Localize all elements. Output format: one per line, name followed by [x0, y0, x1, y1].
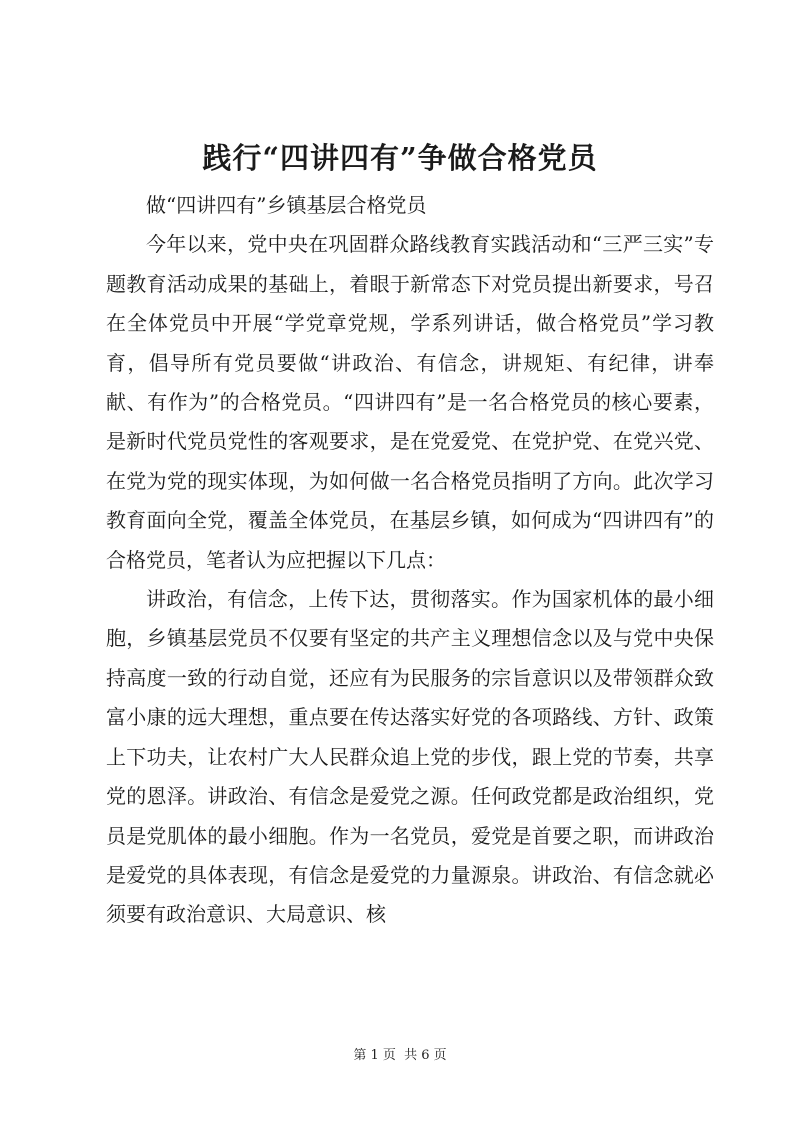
- body-paragraph: 今年以来，党中央在巩固群众路线教育实践活动和“三严三实”专题教育活动成果的基础上，着眼于新常态下对党员提出新要求，号召在全体党员中开展“学党章党规，学系列讲话，做合格党员”学习教育，倡导所有党员要做“讲政治、有信念，讲规矩、有纪律，讲奉献、有作为”的合格党员。“四讲四有”是一名合格党员的核心要素，是新时代党员党性的客观要求，是在党爱党、在党护党、在党兴党、在党为党的现实体现，为如何做一名合格党员指明了方向。此次学习教育面向全党，覆盖全体党员，在基层乡镇，如何成为“四讲四有”的合格党员，笔者认为应把握以下几点：: [106, 232, 714, 572]
- page-footer: [0, 1047, 800, 1065]
- page-total: 共 6 页: [404, 1048, 447, 1063]
- subtitle-paragraph: 做“四讲四有”乡镇基层合格党员: [146, 193, 427, 217]
- body-paragraph: 讲政治，有信念，上传下达，贯彻落实。作为国家机体的最小细胞，乡镇基层党员不仅要有坚定的共产主义理想信念以及与党中央保持高度一致的行动自觉，还应有为民服务的宗旨意识以及带领群众致富小康的远大理想，重点要在传达落实好党的各项路线、方针、政策上下功夫，让农村广大人民群众追上党的步伐，跟上党的节奏，共享党的恩泽。讲政治、有信念是爱党之源。任何政党都是政治组织，党员是党肌体的最小细胞。作为一名党员，爱党是首要之职，而讲政治是爱党的具体表现，有信念是爱党的力量源泉。讲政治、有信念就必须要有政治意识、大局意识、核: [106, 587, 714, 927]
- page-number: 第 1 页: [353, 1048, 396, 1063]
- document-body: [106, 186, 714, 935]
- document-title: 践行“四讲四有”争做合格党员: [202, 141, 598, 175]
